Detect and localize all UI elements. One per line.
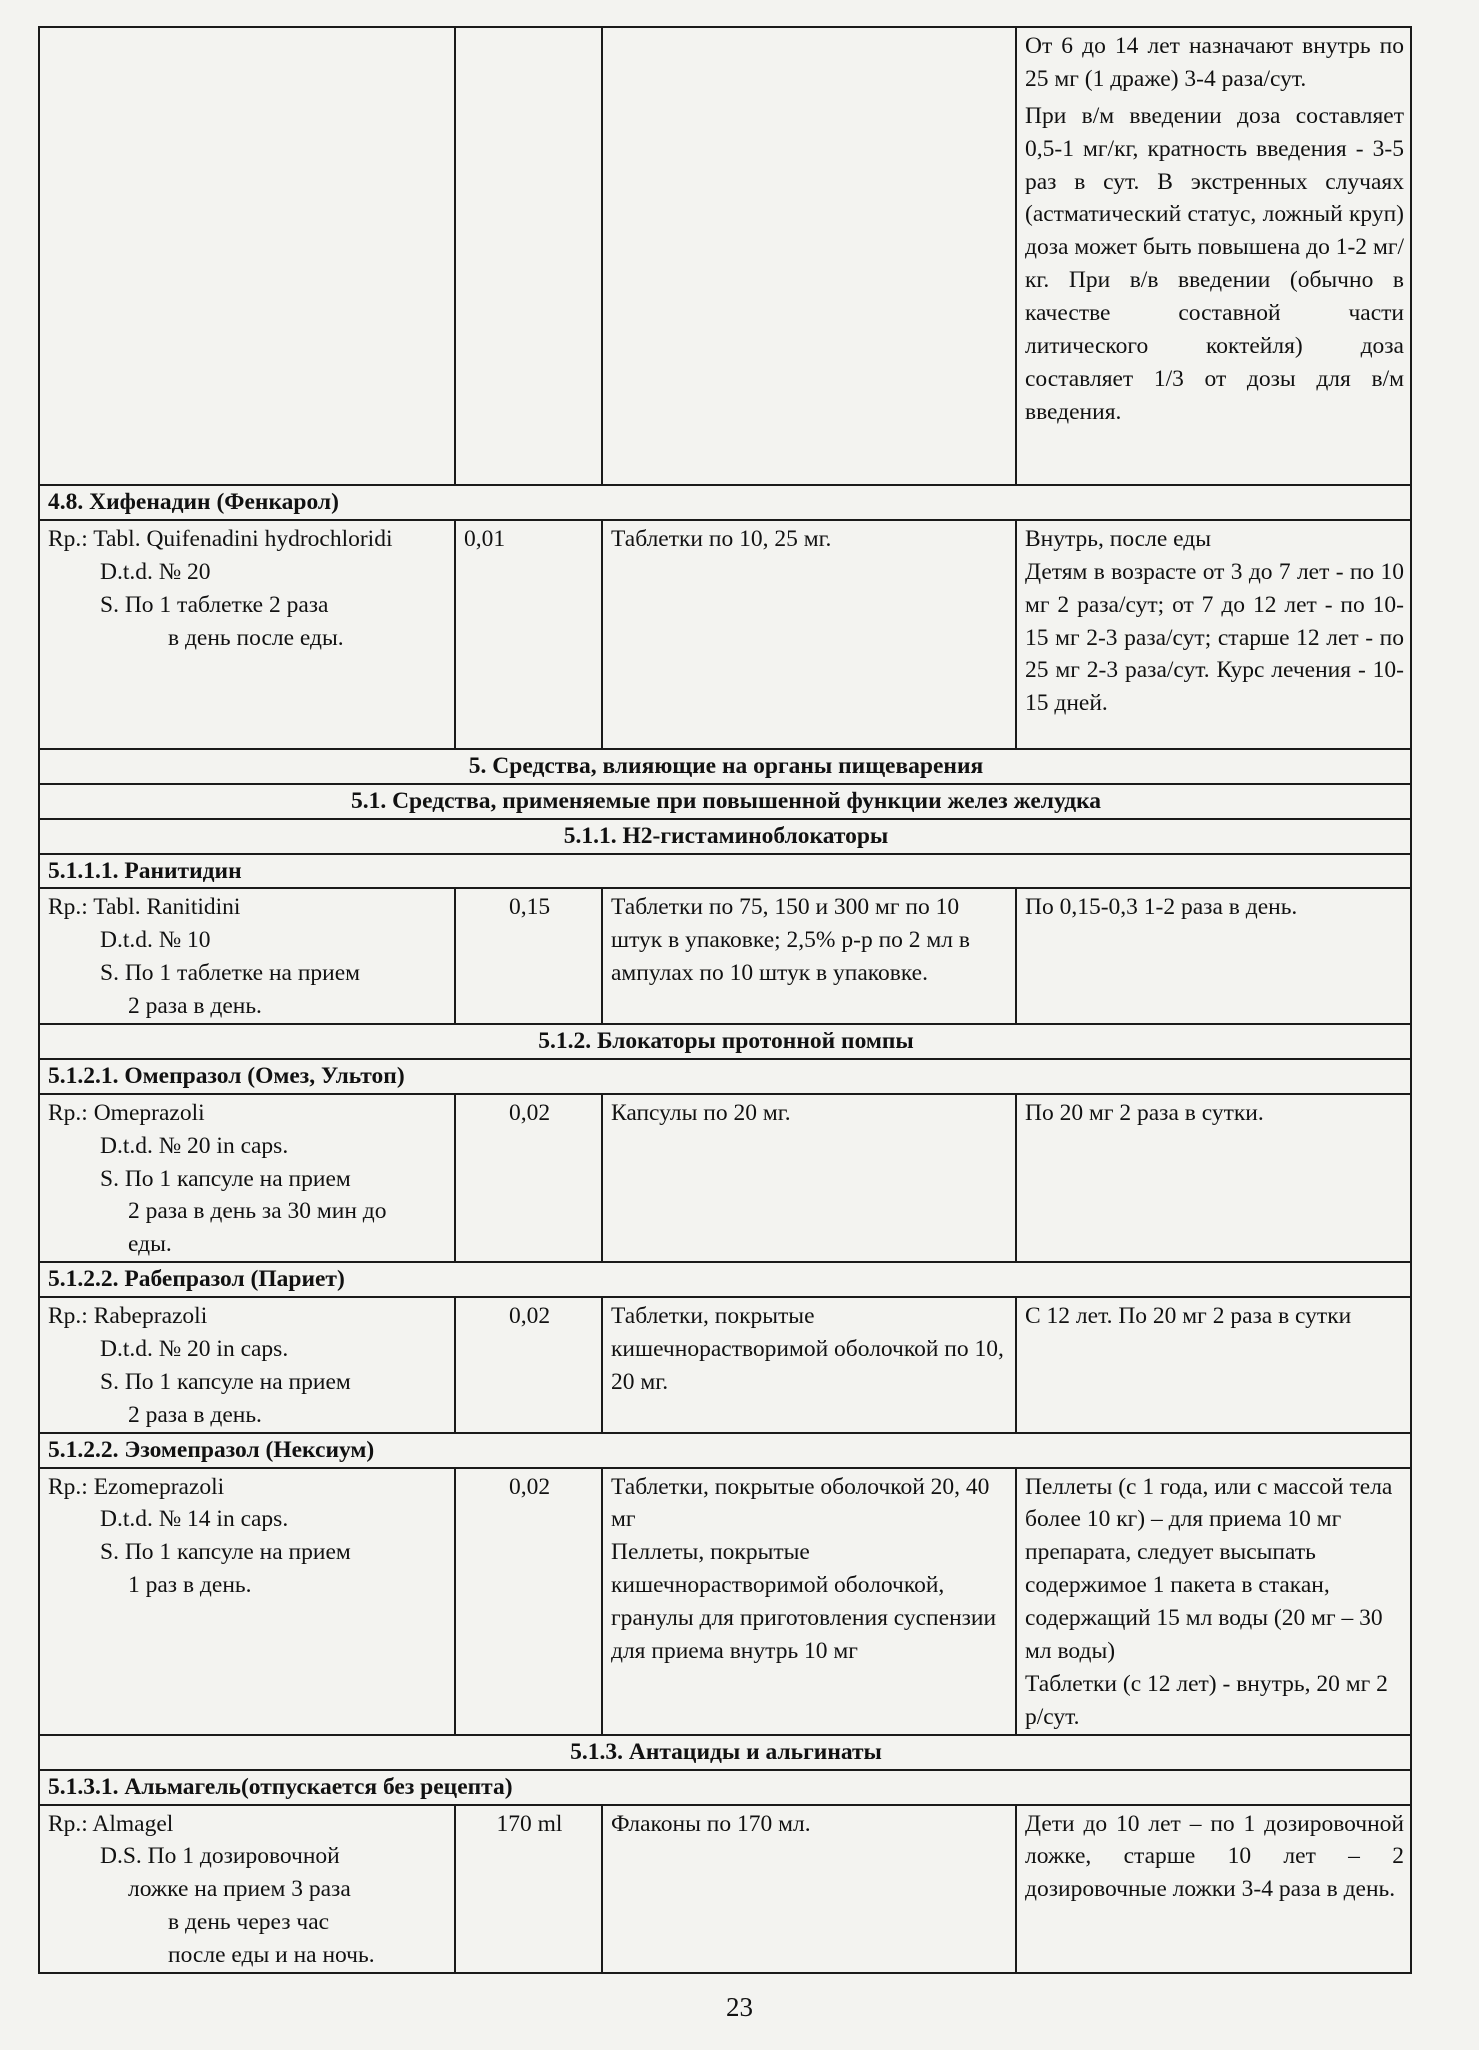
rx-line: S. По 1 капсуле на прием: [100, 1368, 351, 1395]
rx-line: 2 раза в день.: [128, 993, 262, 1020]
rx-line: Rp.: Rabeprazoli: [48, 1303, 208, 1330]
section-heading: 5.1.3. Антациды и альгинаты: [39, 1735, 1411, 1770]
dose-value: 0,02: [508, 1303, 551, 1330]
form-text: Таблетки по 75, 150 и 300 мг по 10 штук в упаковке; 2,5% р-р по 2 мл в ампулах по 10 штук в упаковке.: [611, 894, 970, 987]
usage-text: Дети до 10 лет – по 1 дозировочной ложке, старше 10 лет – 2 дозировочные ложки 3-4 раза в день.: [1025, 1810, 1404, 1903]
prescription-cell: [39, 1468, 455, 1735]
section-heading: 5.1. Средства, применяемые при повышенной функции желез желудка: [39, 784, 1411, 819]
form-text: Таблетки по 10, 25 мг.: [611, 525, 832, 552]
form-text: Флаконы по 170 мл.: [611, 1810, 811, 1837]
section-heading: 5.1.2.2. Эзомепразол (Нексиум): [39, 1433, 1411, 1468]
usage-cell: [1016, 1468, 1411, 1735]
table-row: [39, 1297, 1411, 1433]
usage-cell: [1016, 888, 1411, 1024]
form-text: Пеллеты, покрытые кишечнорастворимой оболочкой, гранулы для приготовления суспензии для приема внутрь 10 мг: [611, 1539, 997, 1665]
section-header-row: [39, 1262, 1411, 1297]
form-cell: [602, 1805, 1016, 1973]
section-header-row: [39, 784, 1411, 819]
prescription-cell: [39, 1805, 455, 1973]
usage-paragraph: Детям в возрасте от 3 до 7 лет - по 10 мг 2 раза/сут; от 7 до 12 лет - по 10-15 мг 2-3 раза/сут; старше 12 лет - по 25 мг 2-3 раза/сут. Курс лечения - 10-15 дней.: [1025, 558, 1404, 717]
usage-paragraph: При в/м введении доза составляет 0,5-1 мг/кг, кратность введения - 3-5 раз в сут. В экстренных случаях (астматический статус, ложный круп) доза может быть повышена до 1-2 мг/кг. При в/в введении (обычно в качестве составной части литического коктейля) доза составляет 1/3 от дозы для в/м введения.: [1025, 102, 1404, 425]
drug-reference-table: [38, 26, 1412, 1974]
form-text: Капсулы по 20 мг.: [611, 1099, 791, 1126]
form-cell: [602, 1468, 1016, 1735]
rx-line: S. По 1 таблетке 2 раза: [100, 591, 329, 618]
table-row: [39, 27, 1411, 485]
dose-value: 0,02: [508, 1473, 551, 1500]
rx-line: в день после еды.: [168, 624, 344, 651]
section-header-row: [39, 1770, 1411, 1805]
rx-line: S. По 1 капсуле на прием: [100, 1539, 351, 1566]
rx-line: ложке на прием 3 раза: [128, 1876, 351, 1903]
section-heading: 5.1.3.1. Альмагель(отпускается без рецепта): [39, 1770, 1411, 1805]
dose-cell: [455, 1805, 602, 1973]
prescription-cell: [39, 27, 455, 485]
section-heading: 5.1.2. Блокаторы протонной помпы: [39, 1024, 1411, 1059]
dose-value: 0,01: [464, 525, 506, 552]
rx-line: Rp.: Tabl. Quifenadini hydrochloridi: [48, 525, 393, 552]
rx-line: S. По 1 капсуле на прием: [100, 1165, 351, 1192]
form-cell: [602, 1094, 1016, 1262]
usage-paragraph: Таблетки (с 12 лет) - внутрь, 20 мг 2 р/сут.: [1025, 1670, 1388, 1730]
section-header-row: [39, 1024, 1411, 1059]
prescription-cell: [39, 888, 455, 1024]
table-row: [39, 1805, 1411, 1973]
form-cell: [602, 888, 1016, 1024]
table-row: [39, 520, 1411, 749]
usage-paragraph: От 6 до 14 лет назначают внутрь по 25 мг (1 драже) 3-4 раза/сут.: [1025, 33, 1404, 92]
form-cell: [602, 27, 1016, 485]
rx-line: в день через час: [168, 1909, 330, 1936]
dose-cell: [455, 1094, 602, 1262]
usage-text: По 0,15-0,3 1-2 раза в день.: [1025, 894, 1298, 921]
section-heading: 5. Средства, влияющие на органы пищеварения: [39, 749, 1411, 784]
usage-text: По 20 мг 2 раза в сутки.: [1025, 1099, 1264, 1126]
section-heading: 5.1.1.1. Ранитидин: [39, 854, 1411, 889]
form-text: Таблетки, покрытые оболочкой 20, 40 мг: [611, 1473, 990, 1533]
prescription-cell: [39, 1094, 455, 1262]
rx-line: 2 раза в день.: [128, 1401, 262, 1428]
table-row: [39, 1094, 1411, 1262]
section-header-row: [39, 1735, 1411, 1770]
form-text: Таблетки, покрытые кишечнорастворимой оболочкой по 10, 20 мг.: [611, 1303, 1004, 1395]
rx-line: S. По 1 таблетке на прием: [100, 960, 361, 987]
rx-line: Rp.: Ezomeprazoli: [48, 1473, 225, 1500]
usage-cell: [1016, 520, 1411, 749]
dose-value: 170 ml: [496, 1810, 563, 1837]
dose-value: 0,15: [508, 894, 551, 921]
rx-line: D.t.d. № 20 in caps.: [100, 1336, 289, 1363]
dose-cell: [455, 1297, 602, 1433]
prescription-cell: [39, 1297, 455, 1433]
dose-cell: [455, 1468, 602, 1735]
usage-paragraph: Пеллеты (с 1 года, или с массой тела более 10 кг) – для приема 10 мг препарата, следует высыпать содержимое 1 пакета в стакан, содержащий 15 мл воды (20 мг – 30 мл воды): [1025, 1473, 1393, 1665]
rx-line: D.t.d. № 20 in caps.: [100, 1132, 289, 1159]
rx-line: Rp.: Omeprazoli: [48, 1099, 205, 1126]
rx-line: D.t.d. № 14 in caps.: [100, 1506, 289, 1533]
rx-line: еды.: [128, 1231, 172, 1258]
section-header-row: [39, 1433, 1411, 1468]
section-header-row: [39, 749, 1411, 784]
dose-value: 0,02: [508, 1099, 551, 1126]
rx-line: после еды и на ночь.: [168, 1942, 375, 1969]
section-header-row: [39, 1059, 1411, 1094]
section-header-row: [39, 485, 1411, 520]
rx-line: D.t.d. № 20: [100, 558, 211, 585]
rx-line: Rp.: Almagel: [48, 1810, 174, 1837]
usage-cell: [1016, 27, 1411, 485]
section-heading: 5.1.2.2. Рабепразол (Париет): [39, 1262, 1411, 1297]
usage-paragraph: Внутрь, после еды: [1025, 525, 1212, 552]
table-row: [39, 888, 1411, 1024]
table-row: [39, 1468, 1411, 1735]
form-cell: [602, 520, 1016, 749]
section-header-row: [39, 819, 1411, 854]
rx-line: 2 раза в день за 30 мин до: [128, 1198, 387, 1225]
rx-line: D.t.d. № 10: [100, 927, 211, 954]
section-heading: 4.8. Хифенадин (Фенкарол): [39, 485, 1411, 520]
rx-line: Rp.: Tabl. Ranitidini: [48, 894, 241, 921]
rx-line: D.S. По 1 дозировочной: [100, 1843, 340, 1870]
usage-text: С 12 лет. По 20 мг 2 раза в сутки: [1025, 1303, 1352, 1330]
rx-line: 1 раз в день.: [128, 1572, 252, 1599]
usage-cell: [1016, 1297, 1411, 1433]
dose-cell: [455, 27, 602, 485]
dose-cell: [455, 520, 602, 749]
section-header-row: [39, 854, 1411, 889]
usage-cell: [1016, 1094, 1411, 1262]
dose-cell: [455, 888, 602, 1024]
section-heading: 5.1.2.1. Омепразол (Омез, Ультоп): [39, 1059, 1411, 1094]
prescription-cell: [39, 520, 455, 749]
usage-cell: [1016, 1805, 1411, 1973]
section-heading: 5.1.1. Н2-гистаминоблокаторы: [39, 819, 1411, 854]
page-number: 23: [726, 1992, 753, 2022]
form-cell: [602, 1297, 1016, 1433]
